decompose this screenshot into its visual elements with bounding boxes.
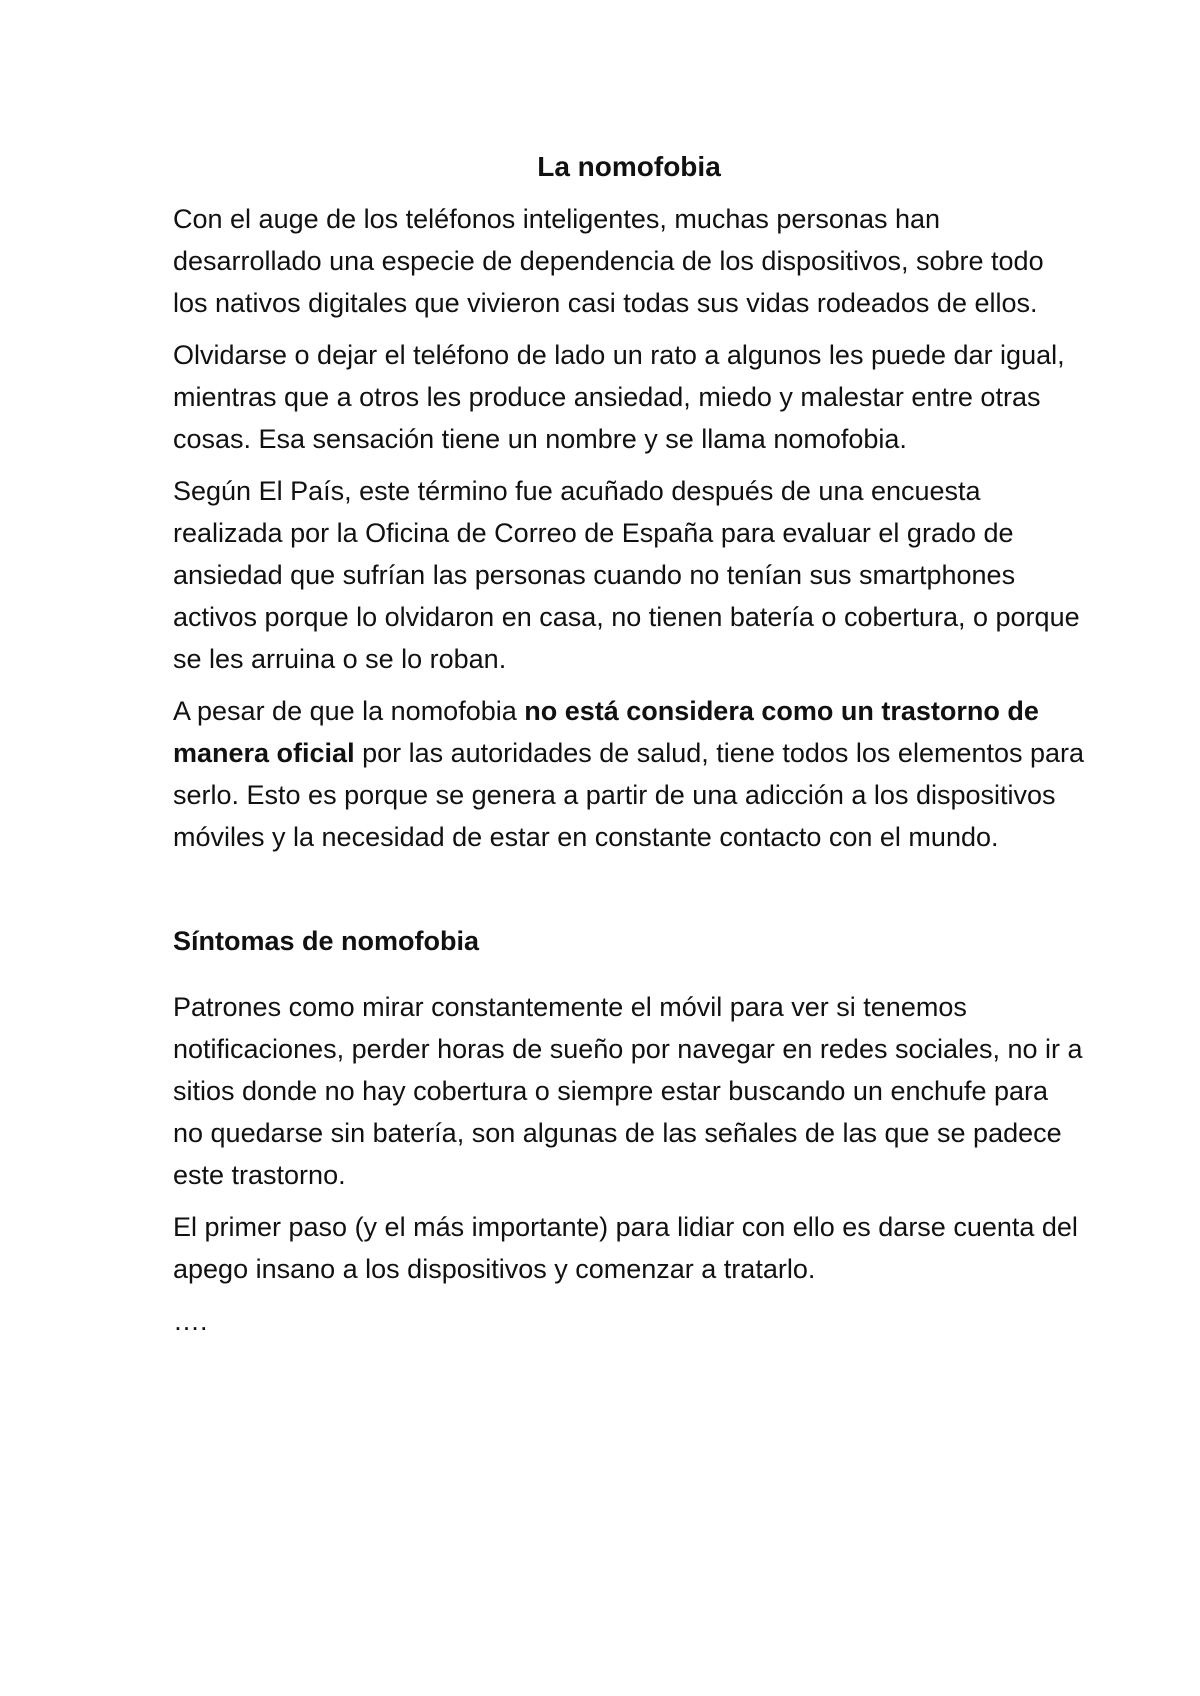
ellipsis: ….	[173, 1306, 208, 1336]
paragraph-el-pais: Según El País, este término fue acuñado después de una encuesta realizada por la Oficina de Correo de España para evaluar el grado de ansiedad que sufrían las personas cuando no tenían sus smartphones activos porque lo olvidaron en casa, no tienen batería o cobertura, o porque se les arruina o se lo roban.	[173, 476, 1080, 674]
paragraph-not-official-bold: no está considera como un trastorno de manera oficial	[173, 696, 1039, 768]
paragraph-not-official	[173, 690, 1085, 858]
section-heading-symptoms: Síntomas de nomofobia	[173, 926, 480, 956]
document-body	[173, 146, 1085, 1352]
paragraph-anxiety: Olvidarse o dejar el teléfono de lado un rato a algunos les puede dar igual, mientras que a otros les produce ansiedad, miedo y malestar entre otras cosas. Esa sensación tiene un nombre y se llama nomofobia.	[173, 340, 1065, 454]
document-title: La nomofobia	[537, 151, 721, 182]
paragraph-not-official-end: por las autoridades de salud, tiene todos los elementos para serlo. Esto es porque se genera a partir de una adicción a los dispositivos móviles y la necesidad de estar en constante contacto con el mundo.	[173, 738, 1085, 852]
paragraph-patterns: Patrones como mirar constantemente el móvil para ver si tenemos notificaciones, perder horas de sueño por navegar en redes sociales, no ir a sitios donde no hay cobertura o siempre estar buscando un enchufe para no quedarse sin batería, son algunas de las señales de las que se padece este trastorno.	[173, 992, 1083, 1190]
paragraph-not-official-start: A pesar de que la nomofobia	[173, 696, 525, 726]
spacer	[173, 868, 1085, 920]
paragraph-first-step: El primer paso (y el más importante) para lidiar con ello es darse cuenta del apego insano a los dispositivos y comenzar a tratarlo.	[173, 1212, 1078, 1284]
paragraph-intro: Con el auge de los teléfonos inteligentes, muchas personas han desarrollado una especie de dependencia de los dispositivos, sobre todo los nativos digitales que vivieron casi todas sus vidas rodeados de ellos.	[173, 204, 1044, 318]
